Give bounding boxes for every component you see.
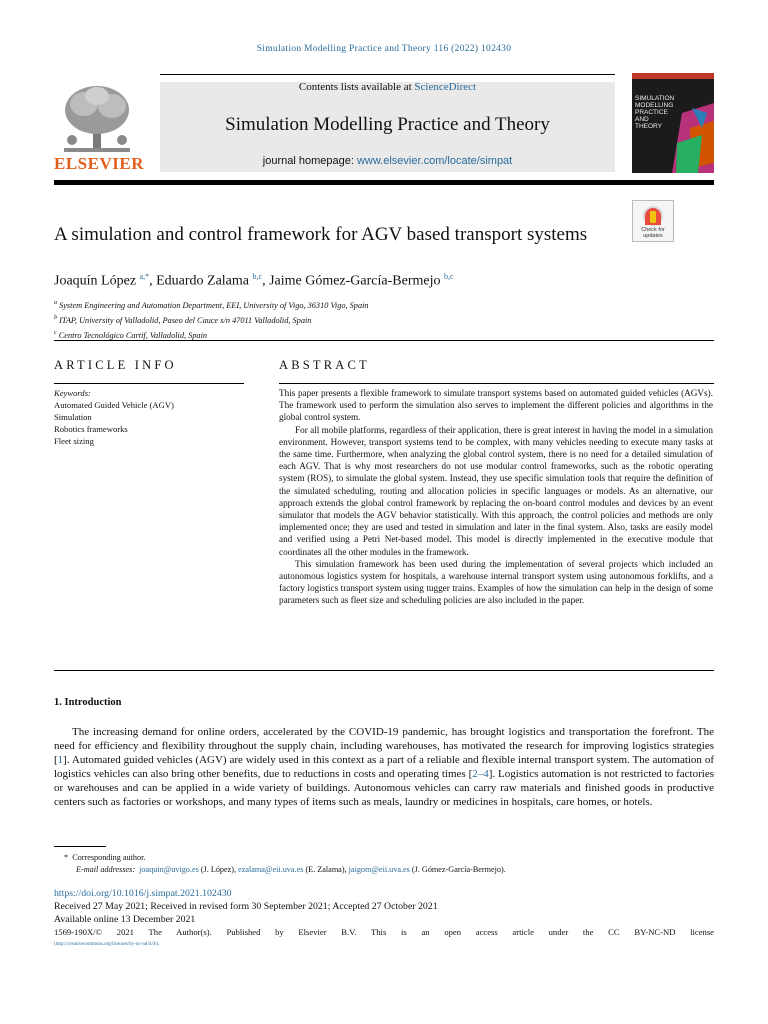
homepage-prefix: journal homepage: bbox=[262, 155, 357, 167]
header-bottom-rule bbox=[54, 180, 714, 185]
affiliation-text: Centro Tecnológico Cartif, Valladolid, Spain bbox=[58, 330, 208, 340]
available-online: Available online 13 December 2021 bbox=[54, 914, 196, 925]
email-label: E-mail addresses: bbox=[76, 865, 136, 874]
doi-link[interactable]: https://doi.org/10.1016/j.simpat.2021.102430 bbox=[54, 888, 232, 899]
intro-text: ]. Automated guided vehicles (AGV) are widely used in this context as a part of a reliable and flexible internal transport system. The automation of logistics vehicles can also bring other benefits, due to reductions in costs and operating times [ bbox=[54, 754, 714, 781]
abstract-bottom-rule bbox=[54, 670, 714, 671]
homepage-link[interactable]: www.elsevier.com/locate/simpat bbox=[356, 155, 513, 167]
journal-header-box bbox=[160, 82, 615, 172]
abstract-heading: ABSTRACT bbox=[279, 358, 370, 372]
abstract-body bbox=[279, 387, 713, 607]
abstract-paragraph: This paper presents a flexible framework to simulate transport systems based on automated guided vehicles (AGVs). The framework used to perform the simulation also serves to implement the different policies and algorithms in the global control system. bbox=[279, 388, 713, 423]
keyword-item: Automated Guided Vehicle (AGV) bbox=[54, 400, 174, 410]
paper-title: A simulation and control framework for AGV based transport systems bbox=[54, 224, 588, 245]
check-for-updates-button[interactable] bbox=[632, 200, 674, 242]
header-top-rule bbox=[160, 74, 615, 75]
journal-reference[interactable]: Simulation Modelling Practice and Theory 116 (2022) 102430 bbox=[256, 44, 512, 54]
intro-text: The increasing demand for online orders, accelerated by the COVID-19 pandemic, has brought logistics and transportation the forefront. The need for efficiency and flexibility throughout the supply chain, including warehouses, has motivated the research for improving logistics strategies [ bbox=[54, 726, 714, 767]
homepage-line bbox=[160, 155, 615, 167]
article-info-rule bbox=[54, 383, 244, 384]
abstract-paragraph: For all mobile platforms, regardless of their application, there is great interest in having the model in a simulation environment. However, transport systems tend to be complex, with many vehicles needing to execute many tasks at the same time. Furthermore, when analyzing the global control system, there is no need for a detailed simulation of each AGV. That is why most researchers do not use modular control frameworks, such as the robotic operating system (ROS), to simulate the global system. Instead, they use specific simulation tools that require the definition of the simulated scheduling, routing and allocation policies in specific languages or models. As an alternative, our approach extends the global control framework by replacing the on-board control modules and devices by an event simulator that models the AGV behavior statistically. With this approach, the control policies and methods are only implemented once; they are used and tested in simulation and later in the final system. Also, tasks are easily model and verified using a Petri Net-based model. This model is directly implemented in the executive module that coordinates all the other modules in the framework. bbox=[279, 424, 713, 557]
affiliation-mark: b bbox=[54, 314, 57, 321]
introduction-paragraph bbox=[54, 725, 714, 810]
email-line bbox=[54, 864, 714, 876]
affiliation-mark: a bbox=[54, 300, 57, 306]
journal-title: Simulation Modelling Practice and Theory bbox=[225, 114, 550, 135]
affiliation-list bbox=[54, 297, 714, 341]
keyword-item: Fleet sizing bbox=[54, 436, 94, 446]
author-list: Joaquín López $^{a,*}$, Eduardo Zalama $^{b,c}$, Jaime Gómez-García-Bermejo $^{b,c}$ bbox=[54, 272, 454, 289]
keyword-item: Simulation bbox=[54, 412, 92, 422]
email-owner: (J. López), bbox=[198, 865, 239, 874]
journal-cover[interactable] bbox=[632, 73, 714, 173]
email-link[interactable]: joaquin@uvigo.es bbox=[139, 865, 199, 874]
affiliation-text: ITAP, University of Valladolid, Paseo del Cauce s/n 47011 Valladolid, Spain bbox=[59, 315, 312, 325]
affiliation-item bbox=[54, 297, 714, 312]
keyword-item: Robotics frameworks bbox=[54, 424, 128, 434]
keywords-label: Keywords: bbox=[54, 388, 91, 398]
footnote bbox=[54, 852, 714, 876]
contents-line bbox=[160, 81, 615, 93]
publication-info bbox=[54, 887, 714, 926]
email-owner: (J. Gómez-García-Bermejo). bbox=[409, 865, 506, 874]
affiliation-text: System Engineering and Automation Department, EEI, University of Vigo, 36310 Vigo, Spain bbox=[59, 300, 369, 310]
affiliation-item bbox=[54, 312, 714, 327]
article-info-heading: ARTICLE INFO bbox=[54, 358, 177, 372]
elsevier-logo bbox=[54, 82, 144, 174]
citation-link[interactable]: 2–4 bbox=[472, 768, 489, 781]
email-link[interactable]: ezalama@eii.uva.es bbox=[238, 865, 304, 874]
license-link[interactable]: (http://creativecommons.org/licenses/by-nc-nd/4.0/). bbox=[54, 942, 160, 947]
intro-text: ]. Logistics automation is not restricted to factories or warehouses and can be applied in a wide variety of buildings. Autonomous vehicles can carry raw materials and finished goods in productive centers such as factories or workshops, and many types of items such as meals, laundry or medicines in hospitals, care homes, or hotels. bbox=[54, 768, 714, 809]
abstract-paragraph: This simulation framework has been used during the implementation of several projects which included an autonomous logistics system for hospitals, a warehouse internal transport system using autonomous forklifts, and a factory logistics transport system using tugger trains. Examples of how the simulation can help in the design of some parameters such as fleet size and scheduling policies are also included in the paper. bbox=[279, 558, 713, 606]
author-affil-marks[interactable]: b,c bbox=[252, 272, 263, 281]
license-text: 1569-190X/© 2021 The Author(s). Published by Elsevier B.V. This is an open access article under the CC BY-NC-ND license bbox=[54, 927, 714, 937]
citation-link[interactable]: 1 bbox=[57, 754, 64, 767]
footnote-rule bbox=[54, 846, 106, 847]
cover-title: SIMULATION MODELLING PRACTICE AND THEORY bbox=[635, 95, 675, 130]
author-affil-marks[interactable]: b,c bbox=[443, 272, 454, 281]
affiliation-mark: c bbox=[54, 329, 57, 336]
email-owner: (E. Zalama), bbox=[303, 865, 349, 874]
corresponding-label: Corresponding author. bbox=[72, 853, 146, 862]
author-affil-marks[interactable]: a,* bbox=[139, 272, 150, 281]
sciencedirect-link[interactable]: ScienceDirect bbox=[414, 81, 477, 93]
check-updates-label: Check for updates bbox=[641, 227, 665, 239]
abstract-rule bbox=[279, 383, 714, 384]
corresponding-author-note bbox=[54, 852, 714, 864]
elsevier-wordmark: ELSEVIER bbox=[54, 154, 144, 173]
email-link[interactable]: jaigom@eii.uva.es bbox=[348, 865, 410, 874]
author-name: Joaquín López bbox=[54, 273, 137, 289]
received-dates: Received 27 May 2021; Received in revised form 30 September 2021; Accepted 27 October 2021 bbox=[54, 901, 438, 912]
author-name: Eduardo Zalama bbox=[156, 273, 249, 289]
elsevier-tree-icon bbox=[54, 82, 140, 154]
keywords-block bbox=[54, 387, 244, 447]
author-name: Jaime Gómez-García-Bermejo bbox=[269, 273, 441, 289]
contents-prefix: Contents lists available at bbox=[298, 81, 415, 93]
footnote-mark: * bbox=[64, 853, 69, 862]
section-heading: 1. Introduction bbox=[54, 697, 122, 708]
authors-bottom-rule bbox=[54, 340, 714, 341]
